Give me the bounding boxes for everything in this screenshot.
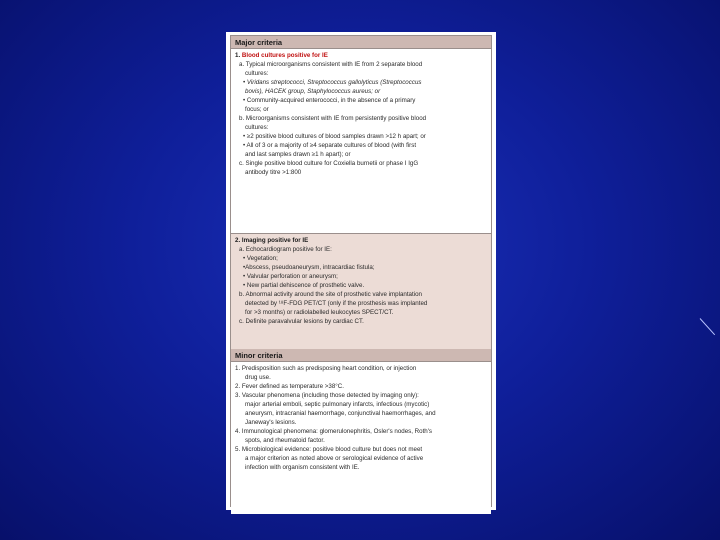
blood-criterion-line: and last samples drawn ≥1 h apart); or — [245, 151, 351, 158]
blood-criterion-line: bovis), HACEK group, Staphylococcus aureus; or — [245, 88, 381, 95]
imaging-criterion-line: • New partial dehiscence of prosthetic valve. — [243, 282, 365, 289]
blood-cultures-title-text: Blood cultures positive for IE — [241, 52, 328, 59]
blood-criterion-line: • Viridans streptococci, Streptococcus gallolyticus (Streptococcus — [243, 79, 422, 86]
blood-criterion-line: cultures: — [245, 124, 269, 131]
blood-criterion-line: • ≥2 positive blood cultures of blood samples drawn >12 h apart; or — [243, 133, 426, 140]
imaging-criterion-line: for >3 months) or radiolabelled leukocytes SPECT/CT. — [245, 309, 394, 316]
blood-criterion-line: c. Single positive blood culture for Coxiella burnetii or phase I IgG — [239, 160, 419, 167]
minor-criterion-line: aneurysm, intracranial haemorrhage, conjunctival haemorrhages, and — [245, 410, 436, 417]
major-criteria-header: Major criteria — [231, 36, 491, 49]
minor-criterion-line: infection with organism consistent with IE. — [245, 464, 360, 471]
imaging-title: 2. Imaging positive for IE — [235, 237, 309, 244]
imaging-criterion-line: • Vegetation; — [243, 255, 278, 262]
minor-criterion-line: 5. Microbiological evidence: positive blood culture but does not meet — [235, 446, 423, 453]
minor-criteria-section — [231, 362, 491, 514]
minor-criterion-line: 4. Immunological phenomena: glomerulonephritis, Osler's nodes, Roth's — [235, 428, 433, 435]
minor-criterion-line: Janeway's lesions. — [245, 419, 297, 426]
blood-cultures-section — [231, 49, 491, 233]
imaging-criterion-line: detected by ¹⁸F-FDG PET/CT (only if the prosthesis was implanted — [245, 300, 428, 307]
blood-criterion-line: b. Microorganisms consistent with IE from persistently positive blood — [239, 115, 427, 122]
minor-criterion-line: major arterial emboli, septic pulmonary infarcts, infectious (mycotic) — [245, 401, 430, 408]
blood-criterion-line: antibody titre >1:800 — [245, 169, 302, 176]
blood-cultures-number: 1. — [235, 52, 241, 59]
blood-criterion-line: • Community-acquired enterococci, in the absence of a primary — [243, 97, 416, 104]
imaging-criterion-line: b. Abnormal activity around the site of prosthetic valve implantation — [239, 291, 422, 298]
blood-criterion-line: cultures: — [245, 70, 269, 77]
blood-criterion-line: focus; or — [245, 106, 269, 113]
imaging-section — [231, 233, 491, 349]
imaging-criterion-line: •Abscess, pseudoaneurysm, intracardiac fistula; — [243, 264, 375, 271]
minor-criterion-line: 1. Predisposition such as predisposing heart condition, or injection — [235, 365, 417, 372]
imaging-criterion-line: a. Echocardiogram positive for IE: — [239, 246, 332, 253]
criteria-table — [226, 32, 496, 510]
minor-criterion-line: 3. Vascular phenomena (including those detected by imaging only): — [235, 392, 419, 399]
blood-criterion-line: a. Typical microorganisms consistent with IE from 2 separate blood — [239, 61, 423, 68]
minor-criterion-line: drug use. — [245, 374, 271, 381]
blood-cultures-title — [235, 51, 487, 60]
minor-criteria-header: Minor criteria — [231, 349, 491, 362]
imaging-criterion-line: c. Definite paravalvular lesions by cardiac CT. — [239, 318, 364, 325]
minor-criterion-line: a major criterion as noted above or serological evidence of active — [245, 455, 424, 462]
minor-criterion-line: 2. Fever defined as temperature >38°C. — [235, 383, 344, 390]
blood-criterion-line: • All of 3 or a majority of ≥4 separate cultures of blood (with first — [243, 142, 417, 149]
decorative-line — [700, 318, 715, 335]
imaging-criterion-line: • Valvular perforation or aneurysm; — [243, 273, 338, 280]
minor-criterion-line: spots, and rheumatoid factor. — [245, 437, 325, 444]
